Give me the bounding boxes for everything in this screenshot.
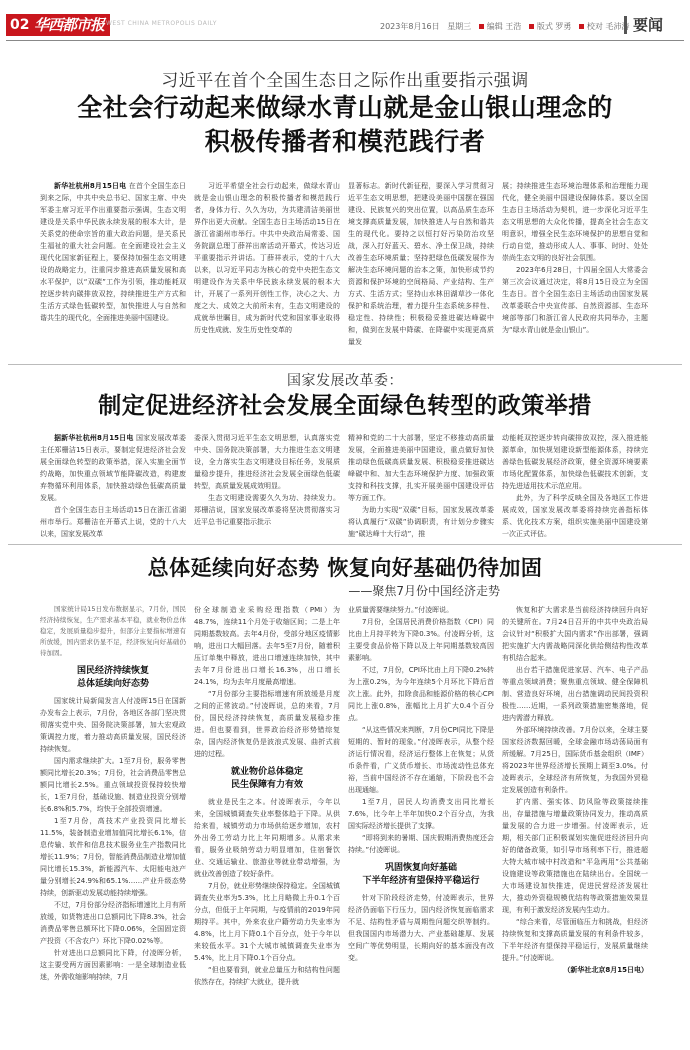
- story2-column-4: [502, 432, 648, 538]
- story3-endnote: （新华社北京8月15日电）: [563, 966, 648, 974]
- story3-column-3: [348, 604, 494, 1044]
- editor-credit: 编辑 王浩: [486, 22, 522, 31]
- story3-c2-p2: “7月份部分主要指标增速有所放缓是月度之间的正常波动。”付凌晖说，总的来看，7月份，国民经济持续恢复，高质量发展稳步推进。但也要看到，世界政治经济形势错综复杂，国内经济恢复仍是波浪式发展、曲折式前进的过程。: [194, 690, 340, 758]
- story1-headline-line1: 全社会行动起来做绿水青山就是金山银山理念的: [77, 93, 613, 122]
- story1-col4-text: 展；持续推进生态环境治理体系和治理能力现代化，健全美丽中国建设保障体系。要以全国生态日主场活动为契机，进一步深化习近平生态文明思想的大众化传播，提高全社会生态文明意识，增强全民生态环境保护的思想自觉和行动自觉，推动形成人人、事事、时时、处处崇尚生态文明的良好社会氛围。: [502, 182, 648, 262]
- story3-summary: 国家统计局15日发布数据显示，7月份，国民经济持续恢复，生产需求基本平稳，就业物价总体稳定，发展质量稳步提升，但部分主要指标增速有所放缓，国内需求仍显不足，经济恢复向好基础仍待加固。: [40, 605, 186, 657]
- story3-subhead-2: 就业物价总体稳定 民生保障有力有效: [230, 767, 303, 790]
- page-number: 02: [6, 14, 62, 36]
- story2-dateline: 据新华社杭州8月15日电: [54, 434, 134, 442]
- designer-credit: 版式 罗勇: [536, 22, 572, 31]
- story1-dateline: 新华社杭州8月15日电: [54, 182, 127, 190]
- newspaper-english-name: WEST CHINA METROPOLIS DAILY: [106, 20, 217, 27]
- story3-c2-p5: “但也要看到，就业总量压力和结构性问题依然存在，持续扩大就业，提升就: [194, 966, 340, 986]
- story3-subhead-3: 巩固恢复向好基础 下半年经济有望保持平稳运行: [362, 863, 480, 886]
- newspaper-logo: 华西都市报: [34, 16, 105, 34]
- story2-col3-text2: 为助力实现“双碳”目标，国家发展改革委将认真履行“双碳”协调职责，有计划分步骤实施“碳达峰十大行动”，推: [348, 506, 494, 538]
- story2-col4-text2: 此外，为了科学反映全国及各地区工作进展成效，国家发展改革委将持续完善指标体系、优化技术方案，组织实施美丽中国建设第一次正式评估。: [502, 494, 648, 538]
- proof-credit: 校对 毛沛涛: [586, 22, 630, 31]
- issue-weekday: 星期三: [447, 22, 472, 31]
- story3-column-1: [40, 604, 186, 1044]
- story1-column-4: [502, 180, 648, 352]
- story3-c1-p1: 国家统计局新闻发言人付凌晖15日在国新办发布会上表示，7月份，各地区各部门坚决贯彻落实党中央、国务院决策部署，加大宏观政策调控力度，着力推动高质量发展，国民经济持续恢复。: [40, 697, 186, 753]
- story2-col1-text2: 首个全国生态日主场活动15日在浙江省湖州市举行。郑栅洁在开幕式上说，党的十八大以来，国家发展改革: [40, 506, 186, 538]
- story1-column-1: [40, 180, 186, 352]
- section-divider: [8, 364, 682, 365]
- story3-column-2: [194, 604, 340, 1044]
- story3-c3-p7: 针对下阶段经济走势，付凌晖表示，世界经济仍面临下行压力，国内经济恢复面临需求不足、结构性矛盾与周期性问题交织等制约。但我国国内市场潜力大、产业基础雄厚、发展空间广等优势明显，长期向好的基本面没有改变。: [348, 894, 494, 962]
- masthead: [6, 12, 684, 38]
- story2-column-2: [194, 432, 340, 538]
- story2-col3-text: 精神和党的二十大部署，坚定不移推动高质量发展，全面推进美丽中国建设，重点做好加快推动绿色低碳高质量发展、积极稳妥推进碳达峰碳中和、加大生态环境保护力度、加强政策支持和科技支撑，扎实开展美丽中国建设评估等方面工作。: [348, 434, 494, 502]
- section-divider: [8, 544, 682, 545]
- story1-column-2: [194, 180, 340, 352]
- story2-col2-text: 委深入贯彻习近平生态文明思想，认真落实党中央、国务院决策部署，大力推进生态文明建设，全力落实生态文明建设目标任务，发展质量稳步提升，推进经济社会发展全面绿色低碳转型，高质量发展成效明显。: [194, 434, 340, 490]
- section-label: 要闻: [624, 16, 663, 34]
- story2-column-3: [348, 432, 494, 538]
- square-bullet-icon: [579, 24, 584, 29]
- story3-body: [40, 604, 650, 1044]
- story3-subhead-1: 国民经济持续恢复 总体延续向好态势: [76, 666, 149, 689]
- story1-body: [40, 180, 650, 352]
- story3-c3-p2: 7月份，全国居民消费价格指数（CPI）同比由上月持平转为下降0.3%。付凌晖分析，这主要受食品价格下降以及上年同期基数较高因素影响。: [348, 618, 494, 662]
- story1-kicker: 习近平在首个全国生态日之际作出重要指示强调: [161, 71, 529, 91]
- story3-c1-p4: 不过，7月份部分经济指标增速比上月有所放缓，如货物进出口总额同比下降8.3%，社会消费品零售总额环比下降0.06%，全国固定资产投资（不含农户）环比下降0.02%等。: [40, 901, 186, 945]
- story3-c4-p2: 出台若干措施促进家居、汽车、电子产品等重点领域消费；聚焦重点领域、健全保障机制、营造良好环境，出台措施调动民间投资积极性……近期，一系列政策措施密集落地，促进内需潜力释放。: [502, 666, 648, 722]
- story3-c4-p1: 恢复和扩大需求是当前经济持续回升向好的关键所在。7月24日召开的中共中央政治局会议针对“积极扩大国内需求”作出部署，强调把实施扩大内需战略同深化供给侧结构性改革有机结合起来。: [502, 606, 648, 662]
- story1-col3-text: 显著标志。新时代新征程，要深入学习贯彻习近平生态文明思想，把建设美丽中国摆在强国建设、民族复兴的突出位置，以高品质生态环境支撑高质量发展，加快推进人与自然和谐共生的现代化。要持之以恒打好污染防治攻坚战，深入打好蓝天、碧水、净土保卫战，持续改善生态环境质量；坚持把绿色低碳发展作为解决生态环境问题的治本之策，加快形成节约资源和保护环境的空间格局、产业结构、生产方式、生活方式；坚持山水林田湖草沙一体化保护和系统治理，着力提升生态系统多样性、稳定性、持续性；积极稳妥推进碳达峰碳中和，做到在发展中降碳、在降碳中实现更高质量发: [348, 182, 494, 346]
- story3-c4-p3: 外部环境持续改善。7月份以来，全球主要国家经济数据回暖，全球金融市场动荡局面有所缓解。7月25日，国际货币基金组织（IMF）将2023年世界经济增长预期上调至3.0%。付凌晖表示，全球经济有所恢复，为我国外贸稳定发展创造有利条件。: [502, 726, 648, 794]
- masthead-rule: [6, 40, 684, 41]
- story3-c4-p4: 扩内需、强实体、防风险等政策接续推出，存量措施与增量政策协同发力，推动高质量发展的合力进一步增强。付凌晖表示，近期，相关部门正积极谋划实施促进经济回升向好的储备政策，如引导市场利率下行，推进超大特大城市城中村改造和“平急两用”公共基础设施建设等政策措施也在陆续出台。全国统一大市场建设加快推进，促进民营经济发展壮大，推动外资稳规模优结构等政策措施效果显现，有利于激发经济发展内生动力。: [502, 798, 648, 914]
- story3-headline: 总体延续向好态势 恢复向好基础仍待加固: [147, 556, 543, 580]
- issue-date: 2023年8月16日: [380, 22, 440, 31]
- story3-c3-p1: 业质量需要继续努力。”付凌晖说。: [348, 606, 454, 614]
- story3-c3-p6: “即将到来的暑期、国庆假期消费热度还会持续。”付凌晖说。: [348, 834, 494, 854]
- story2-column-1: [40, 432, 186, 538]
- story3-column-4: [502, 604, 648, 1044]
- square-bullet-icon: [479, 24, 484, 29]
- story1-col4-text2: 2023年6月28日，十四届全国人大常委会第三次会议通过决定，将8月15日设立为全国生态日。首个全国生态日主场活动由国家发展改革委联合中央宣传部、自然资源部、生态环境部等部门和浙江省人民政府共同举办，主题为“绿水青山就是金山银山”。: [502, 266, 648, 334]
- story2-col4-text: 动能耗双控逐步转向碳排放双控，深入推进能源革命，加快规划建设新型能源体系，持续完善绿色低碳发展经济政策，健全资源环境要素市场化配置体系，加快绿色低碳技术创新，支持先进适用技术示范应用。: [502, 434, 648, 490]
- story3-c2-p4: 7月份，就业形势继续保持稳定。全国城镇调查失业率为5.3%，比上月略微上升0.1个百分点，但低于上年同期，与疫情前的2019年同期持平。其中，外来农业户籍劳动力失业率为4.8%，比上月下降0.1个百分点，处于今年以来较低水平。31个大城市城镇调查失业率为5.4%，比上月下降0.1个百分点。: [194, 882, 340, 962]
- story2-kicker: 国家发展改革委：: [287, 373, 403, 389]
- story2-body: [40, 432, 650, 538]
- story1-headline-line2: 积极传播者和模范践行者: [204, 127, 486, 156]
- story3-subhead: ——聚焦7月份中国经济走势: [348, 584, 500, 598]
- story3-c3-p4: “从这些情况来判断，7月份CPI同比下降是短期的、暂时的现象。”付凌晖表示，从整个经济运行情况看，经济运行整体上在恢复；从货币条件看，广义货币增长、市场流动性总体充裕，当前中国经济不存在通缩，下阶段也不会出现通缩。: [348, 726, 494, 794]
- story1-col1-text: 在首个全国生态日到来之际，中共中央总书记、国家主席、中央军委主席习近平作出重要指示强调，生态文明建设是关系中华民族永续发展的根本大计，是关系党的使命宗旨的重大政治问题，是关系民生福祉的重大社会问题。在全面建设社会主义现代化国家新征程上，要保持加强生态文明建设的战略定力，注重同步推进高质量发展和高水平保护，以“双碳”工作为引领，推动能耗双控逐步转向碳排放双控，持续推进生产方式和生活方式绿色低碳转型，加快推进人与自然和谐共生的现代化，全面推进美丽中国建设。: [40, 182, 186, 322]
- issue-meta: [380, 21, 634, 32]
- story2-headline: 制定促进经济社会发展全面绿色转型的政策举措: [98, 393, 592, 419]
- story2-col2-text2: 生态文明建设需要久久为功、持续发力。郑栅洁说，国家发展改革委将坚决贯彻落实习近平总书记重要指示批示: [194, 494, 340, 526]
- story1-column-3: [348, 180, 494, 352]
- story1-col2-text: 习近平希望全社会行动起来，做绿水青山就是金山银山理念的积极传播者和模范践行者，身体力行、久久为功，为共建清洁美丽世界作出更大贡献。全国生态日主场活动15日在浙江省湖州市举行。中共中央政治局常委、国务院副总理丁薛祥出席活动开幕式，传达习近平重要指示并讲话。丁薛祥表示，党的十八大以来，以习近平同志为核心的党中央把生态文明建设作为关系中华民族永续发展的根本大计，开展了一系列开创性工作，决心之大、力度之大、成效之大前所未有，生态文明建设的成就举世瞩目，成为新时代党和国家事业取得历史性成就、发生历史性变革的: [194, 182, 340, 334]
- story3-c1-p5: 针对进出口总额同比下降，付凌晖分析，这主要受两方面因素影响：一是全球制造业低迷，外需收缩影响持续，7月: [40, 949, 186, 981]
- story3-c3-p3: 不过，7月份，CPI环比由上月下降0.2%转为上涨0.2%，为今年连续5个月环比下降后首次上涨。此外，扣除食品和能源价格的核心CPI同比上涨0.8%，涨幅比上月扩大0.4个百分点。: [348, 666, 494, 722]
- story3-c2-p1: 份全球制造业采购经理指数（PMI）为48.7%，连续11个月处于收缩区间；二是上年同期基数较高。去年4月份，受部分地区疫情影响，进出口大幅回落。去年5至7月份，随着积压订单集中释放，进出口增速连续加快，其中去年7月份进出口增长16.3%，出口增长24.1%，均为去年月度最高增速。: [194, 606, 340, 686]
- story3-c1-p2: 国内需求继续扩大。1至7月份，服务零售额同比增长20.3%；7月份，社会消费品零售总额同比增长2.5%。重点领域投资保持较快增长，1至7月份，基础设施、制造业投资分别增长6.8%和5.7%，均快于全部投资增速。: [40, 757, 186, 813]
- story3-c3-p5: 1至7月，居民人均消费支出同比增长7.6%，比今年上半年加快0.2个百分点，为我国实际经济增长提供了支撑。: [348, 798, 494, 830]
- story3-c1-p3: 1至7月份，高技术产业投资同比增长11.5%，装备制造业增加值同比增长6.1%，信息传输、软件和信息技术服务业生产指数同比增长11.9%；7月份，智能消费品制造业增加值同比增长15.3%，新能源汽车、太阳能电池产量分别增长24.9%和65.1%……产业升级态势持续，创新驱动发展动能持续增强。: [40, 817, 186, 897]
- story2-col1-text: 国家发展改革委主任郑栅洁15日表示，要制定促进经济社会发展全面绿色转型的政策举措，深入实施全面节约战略，加快重点领域节能降碳改造，构建废弃物循环利用体系，加快推动绿色低碳高质量发展。: [40, 434, 186, 502]
- story3-c4-p5: “综合来看，尽管面临压力和挑战，但经济持续恢复和支撑高质量发展的有利条件较多，下半年经济有望保持平稳运行，发展质量继续提升。”付凌晖说。: [502, 918, 648, 962]
- masthead-logo-bar: [30, 14, 110, 36]
- story3-c2-p3: 就业是民生之本。付凌晖表示，今年以来，全国城镇调查失业率整体趋于下降。从供给来看，城镇劳动力市场供给逐步增加，农村外出务工劳动力比上年同期增多。从需求来看，服务业吸纳劳动力明显增加，住宿餐饮业、交通运输业、旅游业等就业带动增强，为就业改善创造了较好条件。: [194, 798, 340, 878]
- square-bullet-icon: [529, 24, 534, 29]
